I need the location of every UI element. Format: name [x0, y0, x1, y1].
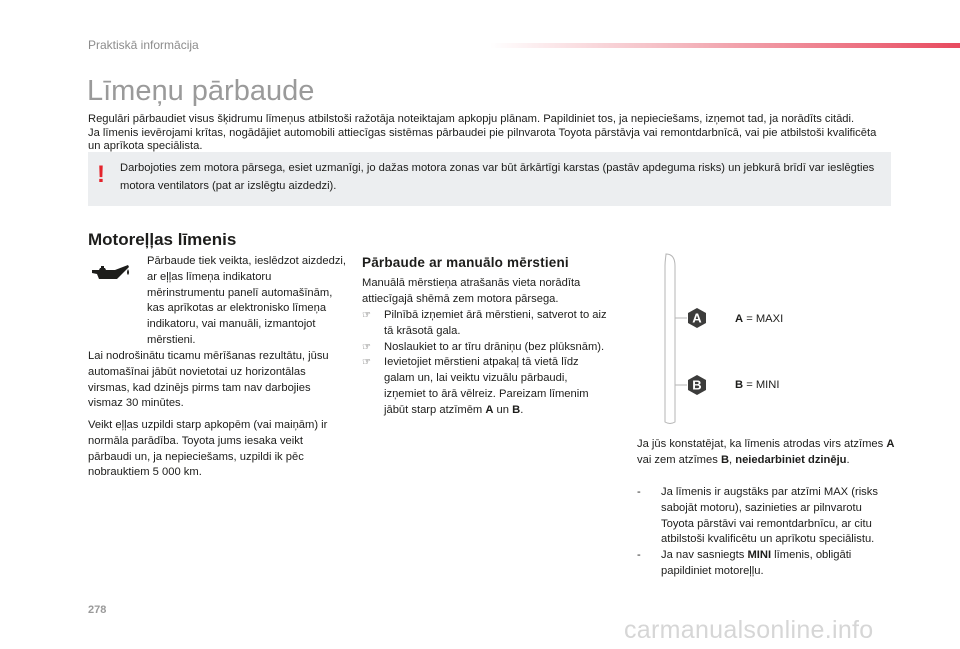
warning-box — [88, 152, 891, 206]
label-b-key: B — [735, 379, 744, 391]
motor-oil-paragraph-2: Lai nodrošinātu ticamu mērīšanas rezultātu, jūsu automašīnai jābūt novietotai uz horizontālas virsmas, kad dzinējs pirms tam nav darbojies vismaz 30 minūtes. — [88, 350, 329, 410]
step-text: Noslaukiet to ar tīru drāniņu (bez plūksnām). — [384, 340, 605, 353]
step-text: Pilnībā izņemiet ārā mērstieni, satverot to aiz tā krāsotā gala. — [384, 309, 607, 337]
action-text-bold: MINI — [747, 549, 772, 562]
label-a-value: = MAXI — [743, 313, 784, 325]
motor-oil-heading: Motoreļļas līmenis — [88, 230, 237, 249]
after-text-start: Ja jūs konstatējat, ka līmenis atrodas virs atzīmes — [637, 438, 887, 450]
dash-bullet: - — [637, 549, 641, 562]
mark-b-ref: B — [512, 403, 521, 416]
manual-check-steps — [362, 308, 612, 419]
after-text-end: . — [846, 453, 850, 466]
action-text-end: līmenis, obligāti papildiniet motoreļļu. — [661, 549, 852, 577]
level-actions-list — [637, 485, 897, 580]
list-item — [637, 485, 897, 548]
list-item — [362, 355, 612, 418]
label-b-value: = MINI — [743, 379, 780, 391]
pointing-hand-bullet-icon: ☞ — [362, 310, 371, 321]
marker-b-letter: B — [692, 377, 702, 393]
warning-text: Darbojoties zem motora pārsega, esiet uzmanīgi, jo dažas motora zonas var būt ārkārtīgi karstas (pastāv apdeguma risks) un jebkurā brīdī var ieslēgties motora ventilators (pat ar izslēgtu aizdedzi). — [120, 162, 875, 192]
motor-oil-paragraph-3: Veikt eļļas uzpildi starp apkopēm (vai maiņām) ir normāla parādība. Toyota jums iesaka veikt pārbaudi un, ja nepieciešams, uzpildi ik pēc nobrauktiem 5 000 km. — [88, 419, 328, 479]
oil-can-icon — [89, 264, 131, 291]
action-text-start: Ja nav sasniegts — [661, 549, 748, 562]
manual-check-heading: Pārbaude ar manuālo mērstieni — [362, 255, 569, 270]
step-text-end: . — [520, 403, 524, 416]
dipstick-diagram — [650, 252, 710, 427]
manual-check-paragraph: Manuālā mērstieņa atrašanās vieta norādīta attiecīgajā shēmā zem motora pārsega. — [362, 277, 581, 305]
header-accent-bar — [490, 43, 960, 48]
after-text-mid: vai zem atzīmes — [637, 453, 721, 466]
section-label: Praktiskā informācija — [88, 38, 199, 52]
marker-a-letter: A — [692, 310, 702, 326]
list-item — [362, 308, 612, 340]
pointing-hand-bullet-icon: ☞ — [362, 357, 371, 369]
mark-a-ref: A — [485, 403, 494, 416]
after-mark-b: B — [720, 453, 730, 466]
list-item — [362, 340, 612, 356]
intro-line-2: Ja līmenis ievērojami krītas, nogādājiet automobili attiecīgas sistēmas pārbaudei pie pilnvarota Toyota pārstāvja vai remontdarbnīcā, vai pie atbilstoši kvalificēta un aprīkota speciālista. — [88, 126, 877, 153]
page-title: Līmeņu pārbaude — [87, 75, 315, 107]
warning-icon: ! — [97, 161, 105, 188]
pointing-hand-bullet-icon: ☞ — [362, 341, 371, 353]
label-a-maxi — [735, 313, 783, 325]
after-text-comma: , — [729, 453, 736, 466]
action-text: Ja līmenis ir augstāks par atzīmi MAX (risks sabojāt motoru), sazinieties ar pilnvarotu Toyota pārstāvi vai remontdarbnīcu, ar citu atbilstoši kvalificētu un aprīkotu speciālistu. — [661, 486, 878, 546]
step-text-and: un — [493, 403, 513, 416]
dipstick-rod — [665, 254, 675, 424]
level-outside-paragraph — [637, 437, 897, 469]
intro-line-1: Regulāri pārbaudiet visus šķidrumu līmeņus atbilstoši ražotāja noteiktajam apkopju plānam. Papildiniet tos, ja nepieciešams, izņemot tad, ja norādīts citādi. — [88, 113, 855, 125]
label-b-mini — [735, 379, 779, 391]
step-text: Ievietojiet mērstieni atpakaļ tā vietā līdz galam un, lai veiktu vizuālu pārbaudi, izņemiet to ārā vēlreiz. Pareizam līmenim jābūt starp atzīmēm — [384, 356, 589, 416]
page-number: 278 — [88, 604, 107, 616]
list-item — [637, 548, 897, 580]
watermark: carmanualsonline.info — [624, 616, 874, 644]
after-warning-bold: neiedarbiniet dzinēju — [735, 453, 847, 466]
intro-text — [88, 113, 888, 154]
motor-oil-paragraph-1: Pārbaude tiek veikta, ieslēdzot aizdedzi, ar eļļas līmeņa indikatoru mērinstrumentu panelī automašīnām, kas aprīkotas ar elektronisko līmeņa indikatoru, vai manuāli, izmantojot mērstieni. — [147, 255, 347, 346]
dash-bullet: - — [637, 486, 641, 498]
after-mark-a: A — [886, 438, 895, 450]
label-a-key: A — [735, 313, 744, 325]
